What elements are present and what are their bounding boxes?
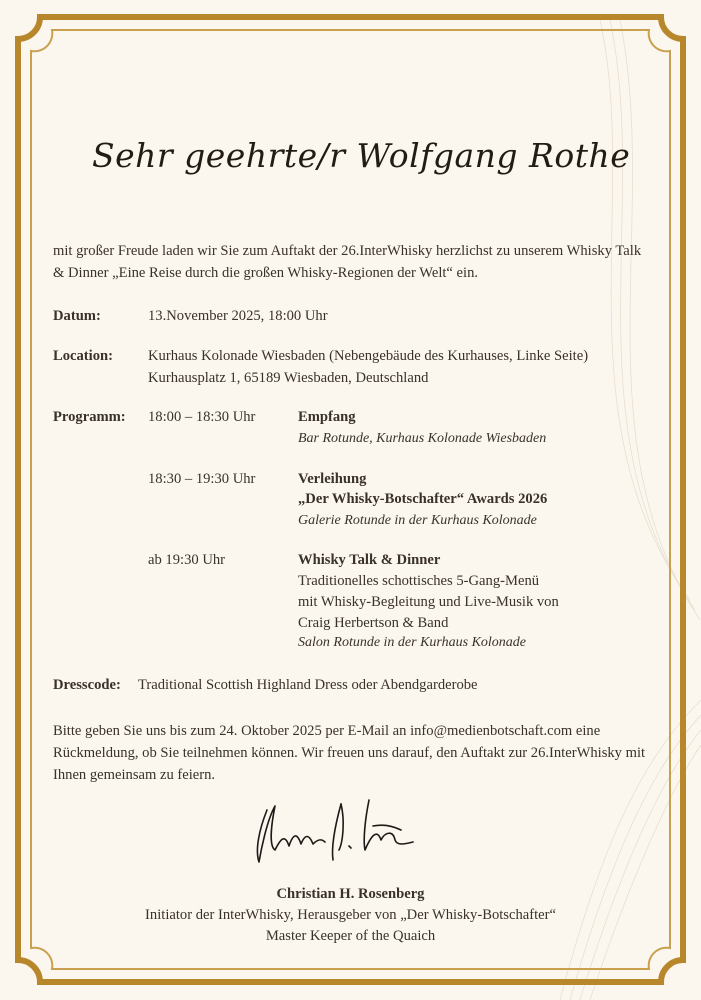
program-slot-detail: mit Whisky-Begleitung und Live-Musik von — [298, 594, 559, 610]
closing-text: Bitte geben Sie uns bis zum 24. Oktober 2025 per E-Mail an info@medienbotschaft.com eine Rückmeldung, ob Sie teilnehmen können. Wir freuen uns darauf, den Auftakt zur 26.InterWhisky mit Ihnen gemeinsam zu feiern. — [53, 723, 646, 783]
program-slot-time: 18:30 – 19:30 Uhr — [148, 471, 256, 487]
handwritten-signature — [245, 790, 425, 870]
program-slot-detail: Craig Herbertson & Band — [298, 615, 449, 631]
program-slot-title: Verleihung — [298, 471, 367, 487]
intro-text: mit großer Freude laden wir Sie zum Auftakt der 26.InterWhisky herzlichst zu unserem Whisky Talk & Dinner „Eine Reise durch die großen Whisky-Regionen der Welt“ ein. — [53, 243, 642, 281]
greeting: Sehr geehrte/r Wolfgang Rothe — [92, 136, 631, 175]
signatory-title: Master Keeper of the Quaich — [265, 928, 436, 944]
program-slot-time: 18:00 – 18:30 Uhr — [148, 409, 256, 425]
program-slot-venue: Galerie Rotunde in der Kurhaus Kolonade — [298, 513, 537, 528]
location-value: Kurhaus Kolonade Wiesbaden (Nebengebäude des Kurhauses, Linke Seite) Kurhausplatz 1, 65189 Wiesbaden, Deutschland — [148, 348, 589, 386]
program-label: Programm: — [53, 409, 126, 425]
dresscode-value: Traditional Scottish Highland Dress oder Abendgarderobe — [138, 677, 478, 693]
program-slot-venue: Salon Rotunde in der Kurhaus Kolonade — [298, 635, 527, 650]
program-slot-title: Whisky Talk & Dinner — [298, 552, 441, 568]
program-slot-detail: Traditionelles schottisches 5-Gang-Menü — [298, 573, 540, 589]
signature-block — [0, 884, 701, 947]
program-slot-subtitle: „Der Whisky-Botschafter“ Awards 2026 — [298, 491, 548, 507]
program-slot-venue: Bar Rotunde, Kurhaus Kolonade Wiesbaden — [298, 431, 547, 446]
dresscode-label: Dresscode: — [53, 677, 121, 693]
location-label: Location: — [53, 348, 113, 364]
date-value: 13.November 2025, 18:00 Uhr — [148, 308, 328, 324]
date-label: Datum: — [53, 308, 101, 324]
program-slot-title: Empfang — [298, 409, 356, 425]
signatory-role: Initiator der InterWhisky, Herausgeber von „Der Whisky-Botschafter“ — [145, 907, 556, 923]
signatory-name: Christian H. Rosenberg — [276, 886, 425, 902]
program-slot-time: ab 19:30 Uhr — [148, 552, 226, 568]
